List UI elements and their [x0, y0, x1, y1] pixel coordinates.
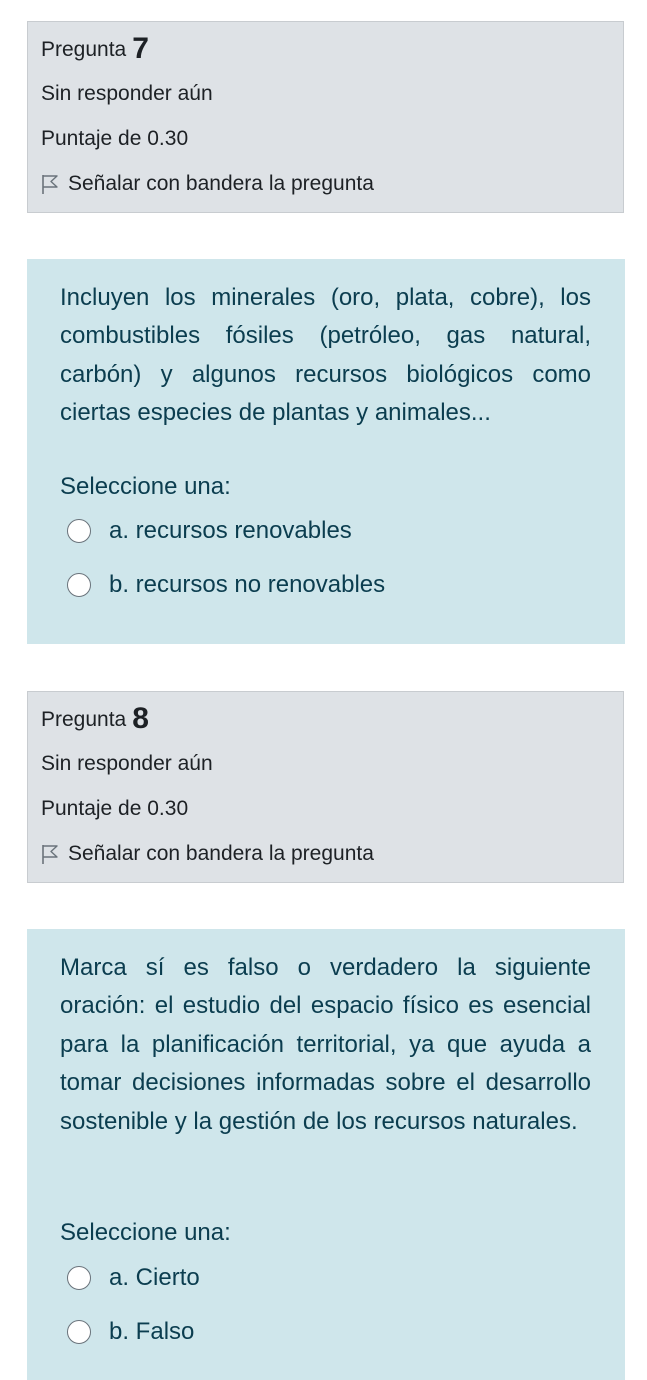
flag-question-link[interactable] — [40, 842, 374, 866]
question-7-content — [27, 259, 625, 644]
answer-option-a[interactable] — [67, 517, 352, 545]
radio-button[interactable] — [67, 1266, 91, 1290]
answer-option-b[interactable] — [67, 571, 385, 599]
answer-prompt: Seleccione una: — [60, 473, 231, 500]
flag-icon — [40, 173, 60, 195]
answer-option-label: a. recursos renovables — [109, 517, 352, 544]
question-8-content — [27, 929, 625, 1380]
question-title — [41, 32, 149, 66]
answer-option-a[interactable] — [67, 1264, 200, 1292]
question-state: Sin responder aún — [41, 82, 213, 105]
question-8-info — [27, 691, 624, 883]
answer-option-label: a. Cierto — [109, 1264, 200, 1291]
radio-button[interactable] — [67, 1320, 91, 1344]
flag-question-label: Señalar con bandera la pregunta — [68, 172, 374, 195]
question-grade: Puntaje de 0.30 — [41, 797, 189, 820]
question-number: 8 — [132, 702, 149, 735]
flag-question-link[interactable] — [40, 172, 374, 196]
flag-question-label: Señalar con bandera la pregunta — [68, 842, 374, 865]
question-title — [41, 702, 149, 736]
answer-prompt: Seleccione una: — [60, 1219, 231, 1246]
question-text: Marca sí es falso o verdadero la siguiente oración: el estudio del espacio físico es esencial para la planificación territorial, ya que ayuda a tomar decisiones informadas sobre el desarrollo sostenible y la gestión de los recursos naturales. — [60, 954, 591, 1135]
question-title-prefix: Pregunta — [41, 38, 127, 61]
answer-option-b[interactable] — [67, 1318, 194, 1346]
answer-option-label: b. recursos no renovables — [109, 571, 386, 598]
radio-button[interactable] — [67, 573, 91, 597]
question-state: Sin responder aún — [41, 752, 213, 775]
question-7-info — [27, 21, 624, 213]
question-grade: Puntaje de 0.30 — [41, 127, 189, 150]
radio-button[interactable] — [67, 519, 91, 543]
question-number: 7 — [132, 32, 149, 65]
answer-option-label: b. Falso — [109, 1318, 195, 1345]
flag-icon — [40, 843, 60, 865]
question-text: Incluyen los minerales (oro, plata, cobre), los combustibles fósiles (petróleo, gas natural, carbón) y algunos recursos biológicos como ciertas especies de plantas y animales... — [60, 284, 591, 427]
question-title-prefix: Pregunta — [41, 708, 127, 731]
